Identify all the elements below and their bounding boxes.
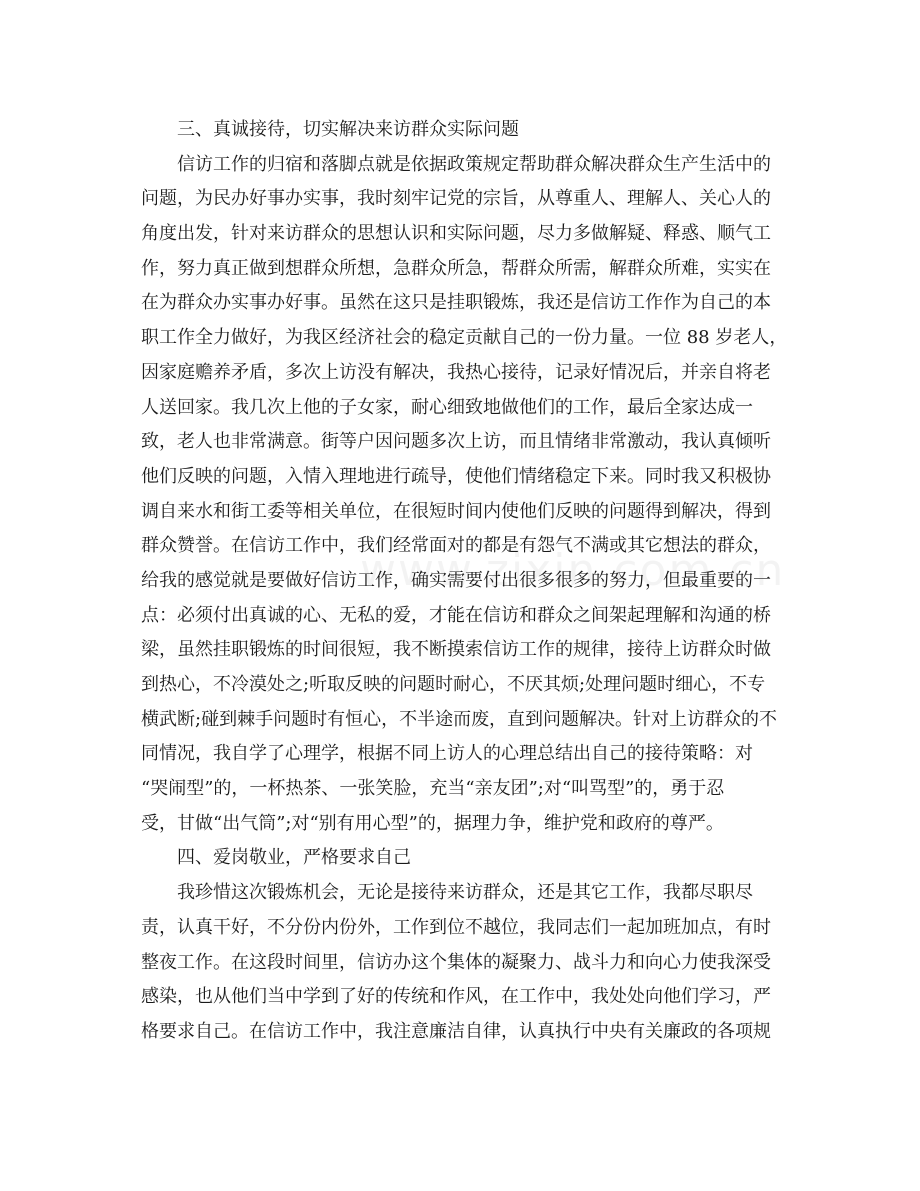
text-line: 群众赞誉。在信访工作中，我们经常面对的都是有怨气不满或其它想法的群众， <box>141 535 771 557</box>
text-line: 致，老人也非常满意。街等户因问题多次上访，而且情绪非常激动，我认真倾听 <box>141 431 771 453</box>
text-line: 我珍惜这次锻炼机会，无论是接待来访群众，还是其它工作，我都尽职尽 <box>177 882 753 904</box>
text-line: 调自来水和街工委等相关单位，在很短时间内使他们反映的问题得到解决，得到 <box>141 500 771 522</box>
text-line: 横武断;碰到棘手问题时有恒心，不半途而废，直到问题解决。针对上访群众的不 <box>141 708 778 730</box>
text-line: 信访工作的归宿和落脚点就是依据政策规定帮助群众解决群众生产生活中的 <box>177 153 771 175</box>
text-line: 角度出发，针对来访群众的思想认识和实际问题，尽力多做解疑、释惑、顺气工 <box>141 223 771 245</box>
text-line: 因家庭赡养矛盾，多次上访没有解决，我热心接待，记录好情况后，并亲自将老 <box>141 361 771 383</box>
text-line: 他们反映的问题，入情入理地进行疏导，使他们情绪稳定下来。同时我又积极协 <box>141 465 771 487</box>
text-line: 到热心，不冷漠处之;听取反映的问题时耐心，不厌其烦;处理问题时细心，不专 <box>141 674 766 695</box>
text-line: 人送回家。我几次上他的子女家，耐心细致地做他们的工作，最后全家达成一 <box>141 396 753 418</box>
text-line: 感染，也从他们当中学到了好的传统和作风，在工作中，我处处向他们学习，严 <box>141 986 771 1008</box>
text-line: 梁，虽然挂职锻炼的时间很短，我不断摸索信访工作的规律，接待上访群众时做 <box>141 639 771 661</box>
text-line: 作，努力真正做到想群众所想，急群众所急，帮群众所需，解群众所难，实实在 <box>141 257 771 279</box>
text-line: 格要求自己。在信访工作中，我注意廉洁自律，认真执行中央有关廉政的各项规 <box>141 1020 771 1042</box>
text-line: 四、爱岗敬业，严格要求自己 <box>177 847 411 869</box>
text-line: 同情况，我自学了心理学，根据不同上访人的心理总结出自己的接待策略：对 <box>141 743 753 765</box>
document-body <box>141 113 788 1050</box>
text-line: 在为群众办实事办好事。虽然在这只是挂职锻炼，我还是信访工作作为自己的本 <box>141 292 771 314</box>
text-line: 给我的感觉就是要做好信访工作，确实需要付出很多很多的努力，但最重要的一 <box>141 569 771 591</box>
text-line: 整夜工作。在这段时间里，信访办这个集体的凝聚力、战斗力和向心力使我深受 <box>141 951 771 973</box>
text-line: 责，认真干好，不分份内份外，工作到位不越位，我同志们一起加班加点，有时 <box>141 916 771 938</box>
text-line: 点：必须付出真诚的心、无私的爱，才能在信访和群众之间架起理解和沟通的桥 <box>141 604 771 626</box>
text-line: “哭闹型”的，一杯热茶、一张笑脸，充当“亲友团”;对“叫骂型”的，勇于忍 <box>141 778 725 800</box>
text-line: 职工作全力做好，为我区经济社会的稳定贡献自己的一份力量。一位 88 岁老人， <box>141 327 788 349</box>
text-line: 问题，为民办好事办实事，我时刻牢记党的宗旨，从尊重人、理解人、关心人的 <box>141 188 771 210</box>
text-line: 受，甘做“出气筒”;对“别有用心型”的，据理力争，维护党和政府的尊严。 <box>141 812 724 834</box>
text-line: 三、真诚接待，切实解决来访群众实际问题 <box>177 119 519 140</box>
